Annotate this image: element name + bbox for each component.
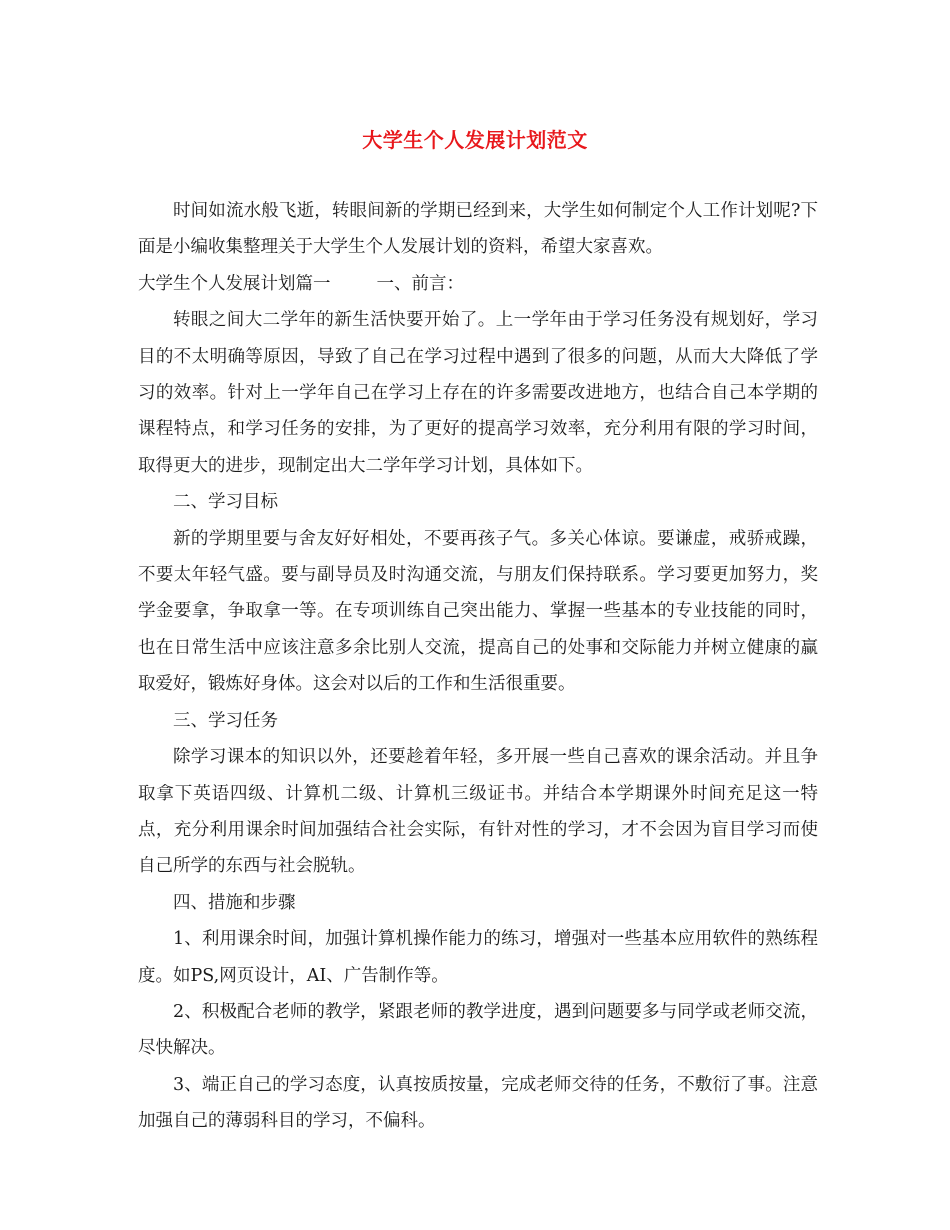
measure-item-2: 2、积极配合老师的教学，紧跟老师的教学进度，遇到问题要多与同学或老师交流，尽快解决。 xyxy=(138,1001,818,1059)
measures-heading: 四、措施和步骤 xyxy=(173,892,296,913)
document-body xyxy=(138,193,818,1140)
goals-paragraph: 新的学期里要与舍友好好相处，不要再孩子气。多关心体谅。要谦虚，戒骄戒躁，不要太年轻气盛。要与副导员及时沟通交流，与朋友们保持联系。学习要更加努力，奖学金要拿，争取拿一等。在专项训练自己突出能力、掌握一些基本的专业技能的同时，也在日常生活中应该注意多余比别人交流，提高自己的处事和交际能力并树立健康的赢取爱好，锻炼好身体。这会对以后的工作和生活很重要。 xyxy=(138,528,818,695)
preface-paragraph: 转眼之间大二学年的新生活快要开始了。上一学年由于学习任务没有规划好，学习目的不太明确等原因，导致了自己在学习过程中遇到了很多的问题，从而大大降低了学习的效率。针对上一学年自己在学习上存在的许多需要改进地方，也结合自己本学期的课程特点，和学习任务的安排，为了更好的提高学习效率，充分利用有限的学习时间，取得更大的进步，现制定出大二学年学习计划，具体如下。 xyxy=(138,310,818,476)
measure-item-1: 1、利用课余时间，加强计算机操作能力的练习，增强对一些基本应用软件的熟练程度。如PS,网页设计，AI、广告制作等。 xyxy=(138,929,818,986)
goals-heading: 二、学习目标 xyxy=(173,492,278,513)
preface-heading: 一、前言： xyxy=(376,273,464,294)
measure-item-3: 3、端正自己的学习态度，认真按质按量，完成老师交待的任务，不敷衍了事。注意加强自己的薄弱科目的学习，不偏科。 xyxy=(138,1074,818,1132)
intro-paragraph: 时间如流水般飞逝，转眼间新的学期已经到来，大学生如何制定个人工作计划呢?下面是小编收集整理关于大学生个人发展计划的资料，希望大家喜欢。 xyxy=(138,201,818,258)
tasks-paragraph: 除学习课本的知识以外，还要趁着年轻，多开展一些自己喜欢的课余活动。并且争取拿下英语四级、计算机二级、计算机三级证书。并结合本学期课外时间充足这一特点，充分利用课余时间加强结合社会实际，有针对性的学习，才不会因为盲目学习而使自己所学的东西与社会脱轨。 xyxy=(138,747,818,877)
tasks-heading: 三、学习任务 xyxy=(173,710,278,731)
document-title: 大学生个人发展计划范文 xyxy=(362,128,588,152)
article-label: 大学生个人发展计划篇一 xyxy=(138,273,331,294)
section-heading-line xyxy=(138,266,818,302)
